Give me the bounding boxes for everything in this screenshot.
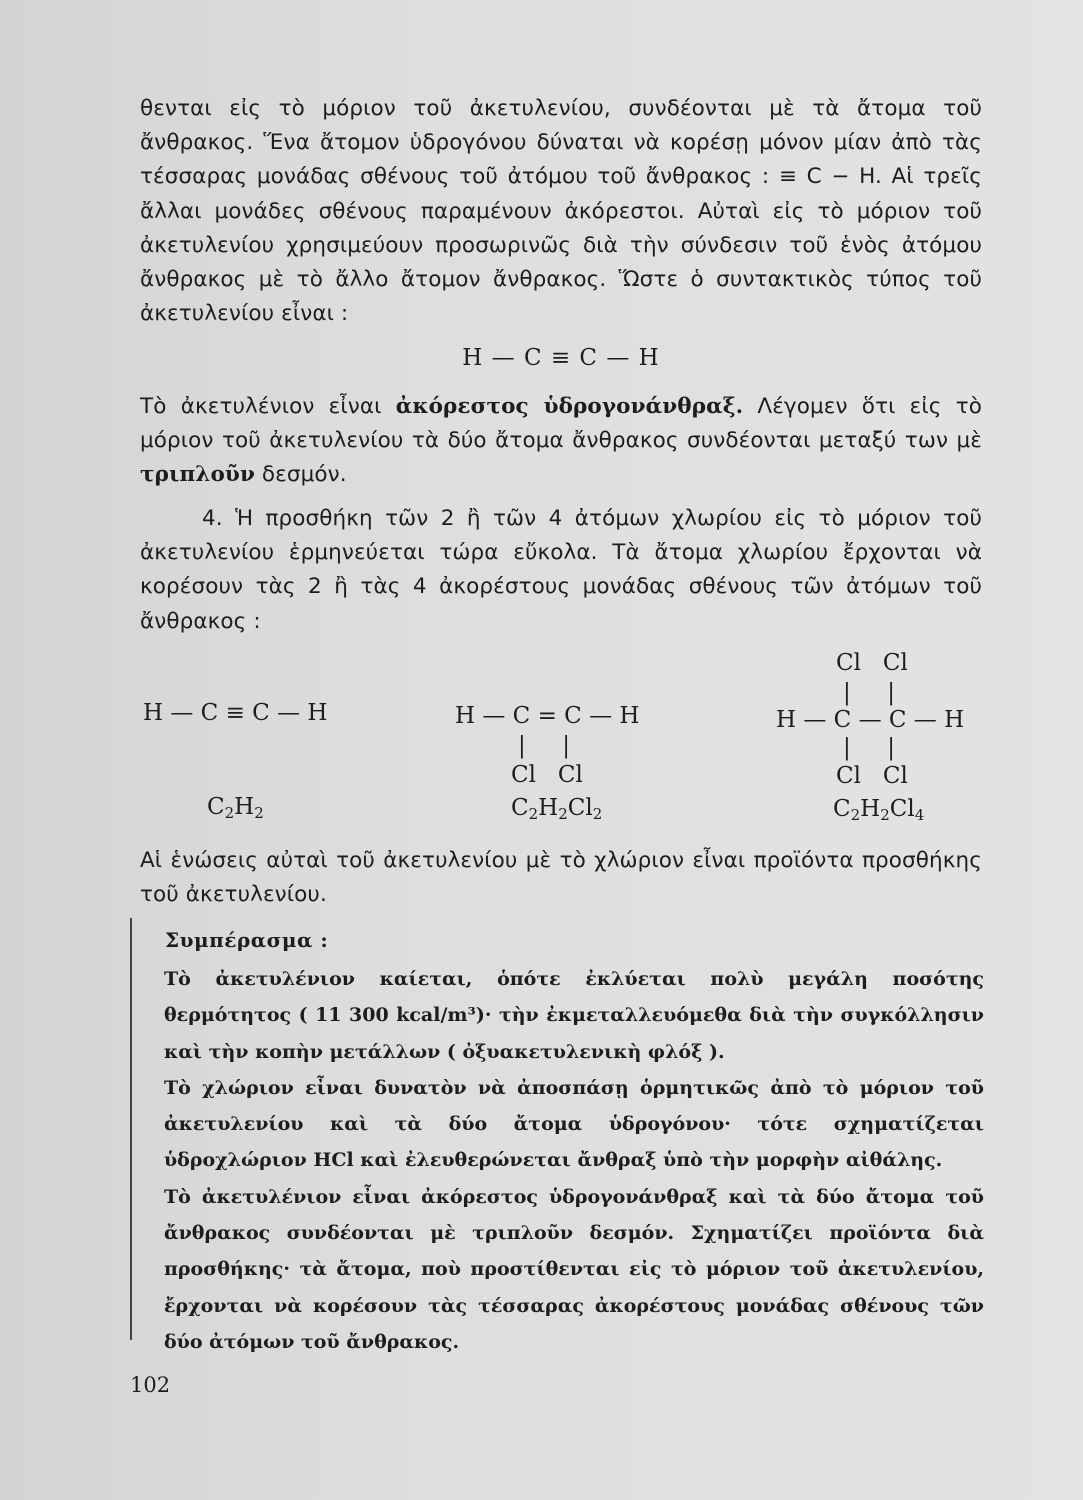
formula-acetylene-line: H — C ≡ C — H — [143, 700, 328, 726]
f2-sub3: 2 — [592, 805, 603, 823]
formula-c2h2-name — [207, 794, 264, 826]
p2-text-start: Τὸ ἀκετυλένιον εἶναι — [140, 394, 382, 419]
p2-bold-triple: τριπλοῦν — [140, 462, 255, 488]
paragraph-chlorine-addition: 4. Ἡ προσθήκη τῶν 2 ἢ τῶν 4 ἀτόμων χλωρίου εἰς τὸ μόριον τοῦ ἀκετυλενίου ἑρμηνεύεται τώρα εὔκολα. Τὰ ἄτομα χλωρίου ἔρχονται νὰ κορέσουν τὰς 2 ἢ τὰς 4 ἀκορέστους μονάδας σθένους τῶν ἀτόμων τοῦ ἄνθρακος : — [140, 506, 982, 634]
formula-c2h2cl4-name — [833, 796, 924, 828]
f3-h: H — [860, 796, 881, 822]
f2-cl: Cl — [567, 795, 593, 821]
formula-tetrachloro-cl-bottom: Cl Cl — [836, 763, 908, 789]
p2-text-end: δεσμόν. — [261, 462, 347, 488]
formula-tetrachloro-cl-top: Cl Cl — [836, 650, 908, 676]
f2-c: C — [511, 795, 529, 821]
f1-sub1: 2 — [224, 804, 235, 822]
summary-text — [164, 961, 984, 1360]
summary-box — [130, 918, 984, 1353]
summary-point-unsaturated: Τὸ ἀκετυλένιον εἶναι ἀκόρεστος ὑδρογονάνθραξ καὶ τὰ δύο ἄτομα τοῦ ἄνθρακος συνδέονται μὲ τριπλοῦν δεσμόν. Σχηματίζει προϊόντα διὰ προσθήκης· τὰ ἄτομα, ποὺ προστίθενται εἰς τὸ μόριον τοῦ ἀκετυλενίου, ἔρχονται νὰ κορέσουν τὰς τέσσαρας ἀκορέστους μονάδας σθένους τῶν δύο ἀτόμων τοῦ ἄνθρακος. — [164, 1185, 984, 1353]
f2-sub2: 2 — [558, 805, 568, 823]
formula-dichloro-cl: Cl Cl — [511, 762, 583, 788]
f3-cl: Cl — [889, 796, 915, 822]
summary-point-combustion: Τὸ ἀκετυλένιον καίεται, ὁπότε ἐκλύεται πολὺ μεγάλη ποσότης θερμότητος ( 11 300 kcal/m³)· τὴν ἐκμεταλλευόμεθα διὰ τὴν συγκόλλησιν καὶ τὴν κοπὴν μετάλλων ( ὀξυακετυλενικὴ φλόξ ). — [164, 968, 984, 1063]
paragraph-addition-products: Αἱ ἑνώσεις αὐταὶ τοῦ ἀκετυλενίου μὲ τὸ χλώριον εἶναι προϊόντα προσθήκης τοῦ ἀκετυλενίου. — [140, 848, 982, 908]
formula-tetrachloro-bonds-bottom: | | — [843, 735, 896, 761]
f1-h: H — [234, 794, 255, 820]
f1-sub2: 2 — [254, 804, 264, 822]
structural-formula-acetylene: H — C ≡ C — H — [462, 345, 660, 371]
p2-text-mid: Λέγομεν ὅτι εἰς τὸ μόριον τοῦ ἀκετυλενίου τὰ δύο ἄτομα ἄνθρακος συνδέονται μεταξύ των μὲ — [140, 394, 982, 454]
formula-tetrachloro-line: H — C — C — H — [776, 707, 965, 733]
summary-title: Συμπέρασμα : — [165, 928, 329, 952]
formula-c2h2cl2-name — [511, 795, 602, 827]
f3-c: C — [833, 796, 851, 822]
formula-dichloro-line: H — C = C — H — [455, 703, 640, 729]
paragraph-unsaturated — [140, 390, 982, 493]
f3-sub3: 4 — [914, 806, 925, 824]
page-number: 102 — [130, 1373, 171, 1397]
formula-dichloro-bonds: | | — [518, 733, 571, 759]
paragraph-acetylene-bonding: θενται εἰς τὸ μόριον τοῦ ἀκετυλενίου, συνδέονται μὲ τὰ ἄτομα τοῦ ἄνθρακος. Ἕνα ἄτομον ὑδρογόνου δύναται νὰ κορέσῃ μόνον μίαν ἀπὸ τὰς τέσσαρας μονάδας σθένους τοῦ ἀτόμου τοῦ ἄνθρακος : ≡ C − H. Αἱ τρεῖς ἄλλαι μονάδες σθένους παραμένουν ἀκόρεστοι. Αὐταὶ εἰς τὸ μόριον τοῦ ἀκετυλενίου χρησιμεύουν προσωρινῶς διὰ τὴν σύνδεσιν τοῦ ἑνὸς ἀτόμου ἄνθρακος μὲ τὸ ἄλλο ἄτομον ἄνθρακος. Ὥστε ὁ συντακτικὸς τύπος τοῦ ἀκετυλενίου εἶναι : — [140, 96, 982, 327]
f2-sub1: 2 — [528, 805, 539, 823]
f3-sub2: 2 — [880, 806, 890, 824]
p2-bold-term: ἀκόρεστος ὑδρογονάνθραξ. — [395, 394, 744, 419]
summary-point-chlorine: Τὸ χλώριον εἶναι δυνατὸν νὰ ἀποσπάσῃ ὁρμητικῶς ἀπὸ τὸ μόριον τοῦ ἀκετυλενίου καὶ τὰ δύο ἄτομα ὑδρογόνου· τότε σχηματίζεται ὑδροχλώριον HCl καὶ ἐλευθερώνεται ἄνθραξ ὑπὸ τὴν μορφὴν αἰθάλης. — [164, 1076, 984, 1172]
f1-c: C — [207, 794, 225, 820]
f3-sub1: 2 — [850, 806, 861, 824]
f2-h: H — [538, 795, 559, 821]
formula-tetrachloro-bonds-top: | | — [843, 680, 896, 706]
